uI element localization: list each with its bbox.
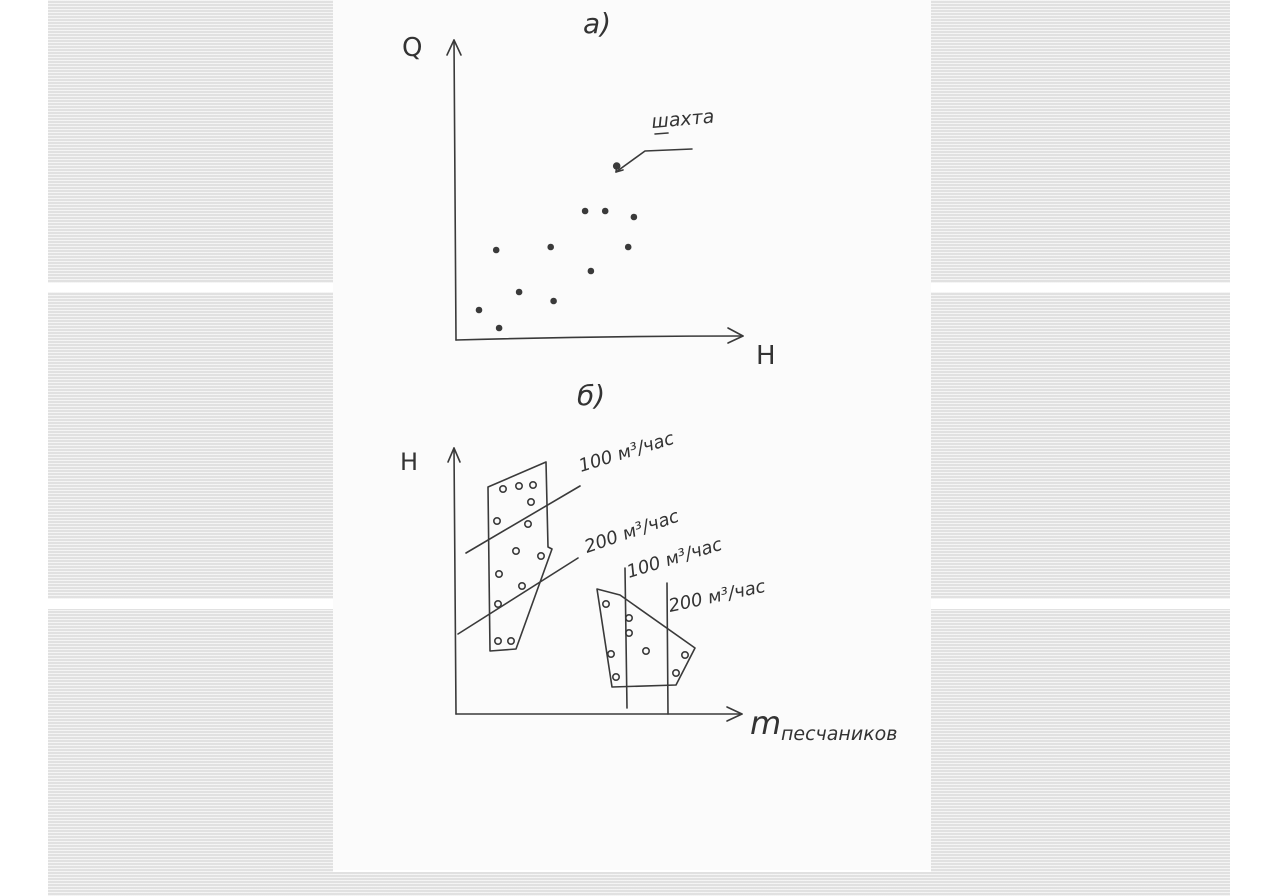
panel-b-label: б) — [577, 379, 606, 412]
field-1-point — [494, 518, 500, 524]
panel-b-x-axis-label-sub: песчаников — [781, 723, 898, 745]
panel-a-data-point — [493, 247, 500, 254]
panel-a-x-axis-label: H — [756, 341, 776, 371]
panel-a-annotation-label: шахта — [650, 105, 716, 133]
field-1-point — [519, 583, 525, 589]
field-1-point — [538, 553, 544, 559]
panel-a-annotation-leader — [616, 149, 692, 172]
panel-a — [402, 7, 776, 371]
field-1-point — [528, 499, 534, 505]
panel-b-x-axis-label-main: m — [750, 704, 782, 742]
field-2-point — [626, 615, 632, 621]
field-1-point — [496, 571, 502, 577]
field-2-point — [643, 648, 649, 654]
panel-a-data-point — [496, 325, 503, 332]
field-2-point — [682, 652, 688, 658]
field-2-point — [608, 651, 614, 657]
field-1-point — [508, 638, 514, 644]
panel-a-data-point — [625, 244, 632, 251]
panel-a-y-axis — [454, 40, 456, 340]
panel-a-data-point — [602, 208, 609, 215]
panel-a-data-point — [588, 268, 595, 275]
isoline-diag-100 — [466, 486, 580, 553]
field-1-point — [500, 486, 506, 492]
panel-a-scatter — [476, 162, 638, 331]
isoline-diag-100-label: 100 м³/час — [576, 427, 677, 477]
panel-a-data-point — [476, 307, 483, 314]
panel-b-y-axis — [454, 448, 456, 714]
field-1-outline — [488, 462, 552, 651]
isoline-vert-200-label: 200 м³/час — [666, 575, 768, 617]
field-1-point — [495, 638, 501, 644]
panel-b-y-axis-label: H — [400, 448, 419, 476]
field-1-point — [516, 483, 522, 489]
panel-b — [400, 379, 898, 745]
panel-a-x-axis — [456, 336, 743, 340]
panel-a-data-point — [550, 298, 557, 305]
field-1-points — [494, 482, 544, 644]
panel-a-y-axis-label: Q — [402, 33, 423, 63]
panel-a-data-point — [516, 289, 523, 296]
panel-a-data-point — [631, 214, 638, 221]
field-1-point — [495, 601, 501, 607]
panel-a-annotation-underline — [655, 133, 668, 134]
isoline-vert-100-label: 100 м³/час — [624, 533, 725, 583]
isoline-diag-200 — [458, 558, 578, 634]
field-2-point — [603, 601, 609, 607]
field-2-point — [673, 670, 679, 676]
field-1-point — [530, 482, 536, 488]
panel-a-label: а) — [583, 7, 612, 40]
panel-a-data-point — [582, 208, 589, 215]
panel-a-data-point — [547, 244, 554, 251]
field-1-point — [513, 548, 519, 554]
isoline-diag-200-label: 200 м³/час — [581, 505, 682, 558]
field-2-point — [613, 674, 619, 680]
field-1-point — [525, 521, 531, 527]
